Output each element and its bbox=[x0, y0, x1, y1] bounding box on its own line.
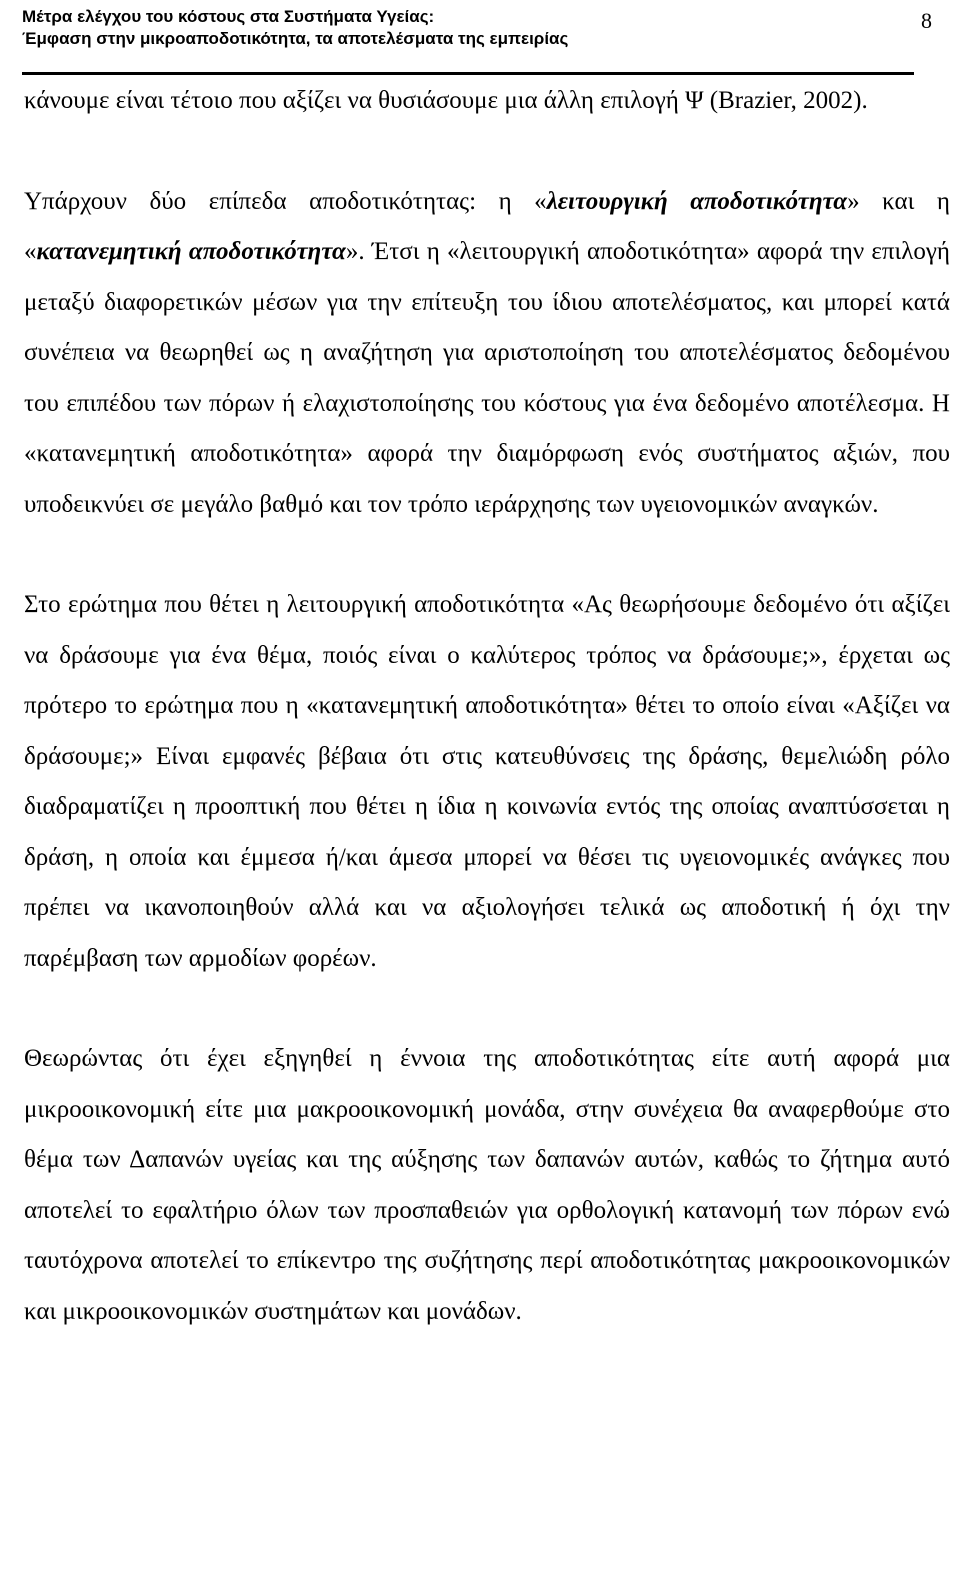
header-title-line-1: Μέτρα ελέγχου του κόστους στα Συστήματα Υγείας: bbox=[22, 7, 435, 26]
paragraph-text: » και η « bbox=[24, 187, 950, 265]
header-title-line-2: Έμφαση στην μικροαποδοτικότητα, τα αποτελέσματα της εμπειρίας bbox=[22, 29, 569, 48]
running-header bbox=[22, 6, 942, 72]
page-number: 8 bbox=[921, 8, 932, 33]
term-operational-efficiency: λειτουργική αποδοτικότητα bbox=[546, 187, 848, 215]
paragraph-efficiency-levels bbox=[24, 177, 950, 531]
paragraph-text: ». Έτσι η «λειτουργική αποδοτικότητα» αφορά την επιλογή μεταξύ διαφορετικών μέσων για την επίτευξη του ίδιου αποτελέσματος, και μπορεί κατά συνέπεια να θεωρηθεί ως η αναζήτηση για αριστοποίηση του αποτελέσματος δεδομένου του επιπέδου των πόρων ή ελαχιστοποίησης του κόστους για ένα δεδομένο αποτέλεσμα. Η «κατανεμητική αποδοτικότητα» αφορά την διαμόρφωση ενός συστήματος αξιών, που υποδεικνύει σε μεγάλο βαθμό και τον τρόπο ιεράρχησης των υγειονομικών αναγκών. bbox=[24, 238, 950, 518]
paragraph-efficiency-questions: Στο ερώτημα που θέτει η λειτουργική αποδοτικότητα «Ας θεωρήσουμε δεδομένο ότι αξίζει να δράσουμε για ένα θέμα, ποιός είναι ο καλύτερος τρόπος να δράσουμε;», έρχεται ως πρότερο το ερώτημα που η «κατανεμητική αποδοτικότητα» θέτει το οποίο είναι «Αξίζει να δράσουμε;» Είναι εμφανές βέβαια ότι στις κατευθύνσεις της δράσης, θεμελιώδη ρόλο διαδραματίζει η προοπτική που θέτει η ίδια η κοινωνία εντός της οποίας αναπτύσσεται η δράση, η οποία και έμμεσα ή/και άμεσα μπορεί να θέσει τις υγειονομικές ανάγκες που πρέπει να ικανοποιηθούν αλλά και να αξιολογήσει τελικά ως αποδοτική ή όχι την παρέμβαση των αρμοδίων φορέων. bbox=[24, 591, 950, 972]
paragraph-continuation: κάνουμε είναι τέτοιο που αξίζει να θυσιάσουμε μια άλλη επιλογή Ψ (Brazier, 2002). bbox=[24, 87, 868, 114]
paragraph-text: Υπάρχουν δύο επίπεδα αποδοτικότητας: η « bbox=[24, 187, 547, 215]
body-text bbox=[24, 76, 950, 1337]
term-allocative-efficiency: κατανεμητική αποδοτικότητα bbox=[36, 238, 346, 265]
header-divider bbox=[22, 72, 914, 75]
paragraph-health-expenditure: Θεωρώντας ότι έχει εξηγηθεί η έννοια της αποδοτικότητας είτε αυτή αφορά μια μικροοικονομική είτε μια μακροοικονομική μονάδα, στην συνέχεια θα αναφερθούμε στο θέμα των Δαπανών υγείας και της αύξησης των δαπανών αυτών, καθώς το ζήτημα αυτό αποτελεί το εφαλτήριο όλων των προσπαθειών για ορθολογική κατανομή των πόρων ενώ ταυτόχρονα αποτελεί το επίκεντρο της συζήτησης περί αποδοτικότητας μακροοικονομικών και μικροοικονομικών συστημάτων και μονάδων. bbox=[24, 1045, 950, 1325]
